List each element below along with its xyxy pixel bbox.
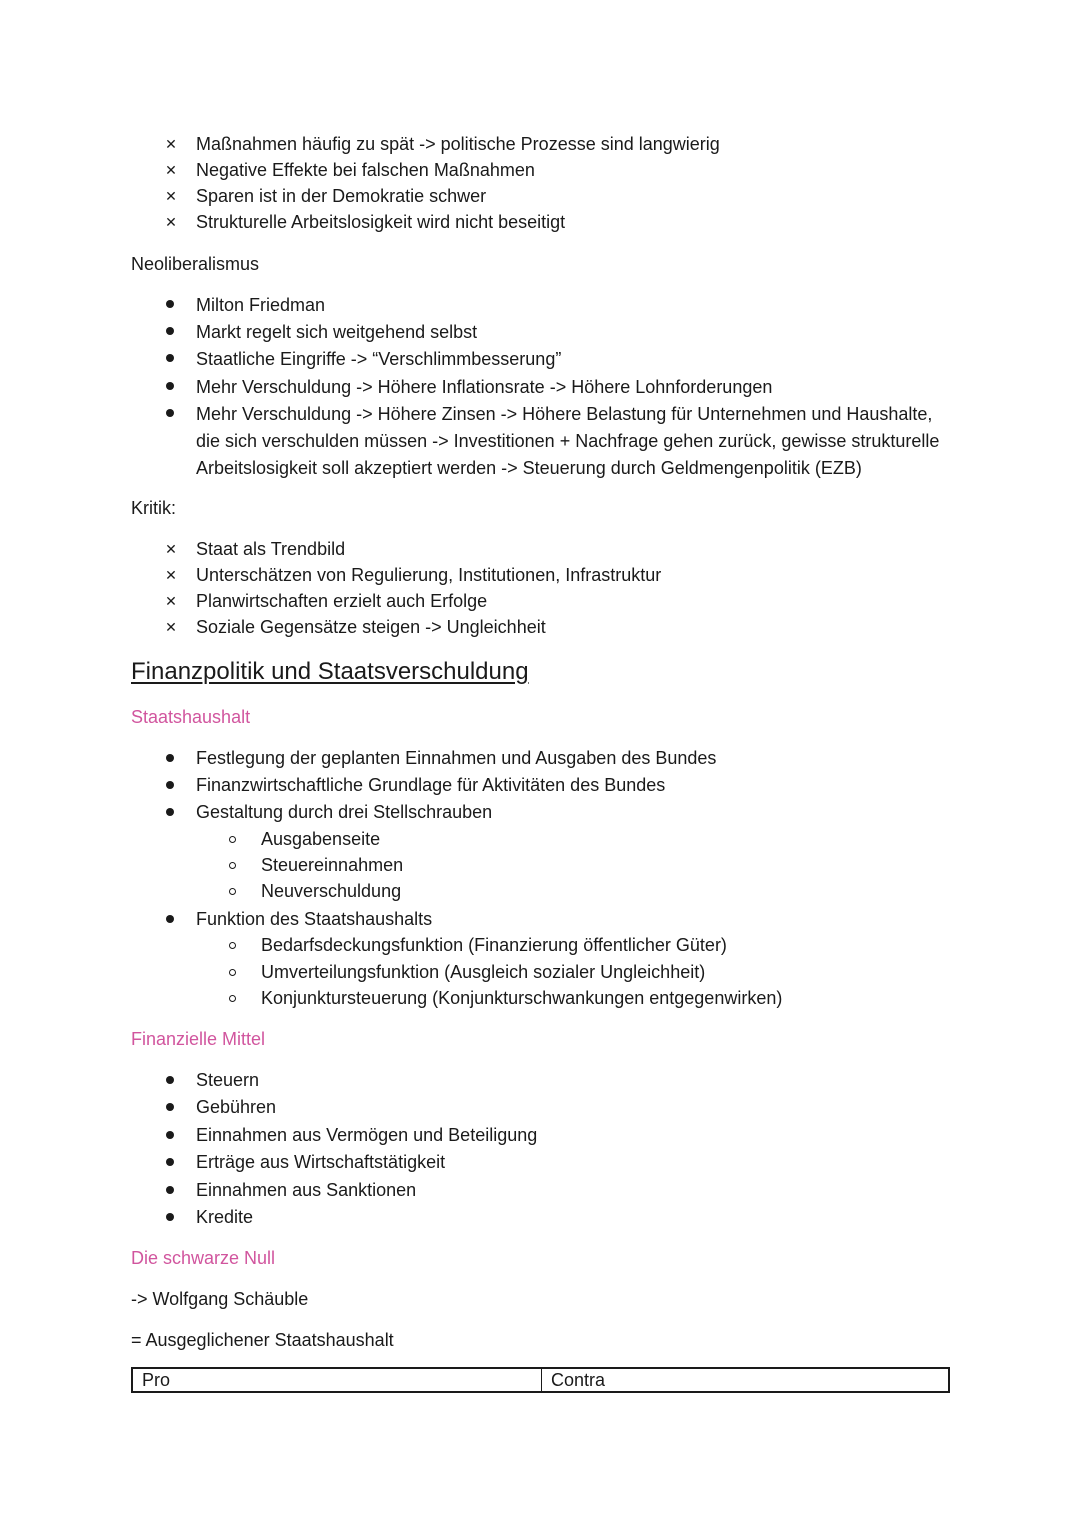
list-item: Gebühren — [196, 1097, 277, 1117]
list-item: Finanzwirtschaftliche Grundlage für Aktivitäten des Bundes — [196, 775, 666, 795]
section-title-kritik: Kritik: — [131, 498, 176, 518]
bullet-icon — [166, 1158, 174, 1166]
cross-icon: ✕ — [165, 567, 177, 583]
circle-bullet-icon — [229, 836, 236, 843]
circle-bullet-icon — [229, 942, 236, 949]
list-item: Milton Friedman — [196, 295, 326, 315]
list-item: Erträge aus Wirtschaftstätigkeit — [196, 1152, 446, 1172]
bullet-icon — [166, 327, 174, 335]
section-title-neoliberalismus: Neoliberalismus — [131, 254, 260, 274]
bullet-icon — [166, 1131, 174, 1139]
text-line: -> Wolfgang Schäuble — [131, 1289, 309, 1309]
list-item: Sparen ist in der Demokratie schwer — [196, 186, 487, 206]
circle-bullet-icon — [229, 888, 236, 895]
list-item: Steuern — [196, 1070, 260, 1090]
sub-list-item: Ausgabenseite — [261, 829, 381, 849]
sub-list-item: Umverteilungsfunktion (Ausgleich sozialer Ungleichheit) — [261, 962, 706, 982]
bullet-icon — [166, 754, 174, 762]
bullet-icon — [166, 300, 174, 308]
list-item-line: Mehr Verschuldung -> Höhere Zinsen -> Höhere Belastung für Unternehmen und Haushalte, — [196, 404, 933, 424]
list-item: Markt regelt sich weitgehend selbst — [196, 322, 478, 342]
bullet-icon — [166, 808, 174, 816]
bullet-icon — [166, 915, 174, 923]
cross-icon: ✕ — [165, 214, 177, 230]
list-item: Einnahmen aus Sanktionen — [196, 1180, 417, 1200]
bullet-icon — [166, 409, 174, 417]
cross-icon: ✕ — [165, 162, 177, 178]
page-heading: Finanzpolitik und Staatsverschuldung — [131, 658, 529, 685]
list-item: Einnahmen aus Vermögen und Beteiligung — [196, 1125, 538, 1145]
circle-bullet-icon — [229, 969, 236, 976]
list-item: Planwirtschaften erzielt auch Erfolge — [196, 591, 488, 611]
sub-list-item: Steuereinnahmen — [261, 855, 404, 875]
list-item: Maßnahmen häufig zu spät -> politische Prozesse sind langwierig — [196, 134, 720, 154]
list-item: Strukturelle Arbeitslosigkeit wird nicht beseitigt — [196, 212, 566, 232]
list-item: Gestaltung durch drei Stellschrauben — [196, 802, 493, 822]
list-item: Mehr Verschuldung -> Höhere Inflationsrate -> Höhere Lohnforderungen — [196, 377, 773, 397]
list-item: Negative Effekte bei falschen Maßnahmen — [196, 160, 535, 180]
subheading-schwarze-null: Die schwarze Null — [131, 1248, 276, 1268]
list-item: Staat als Trendbild — [196, 539, 346, 559]
table-header-pro: Pro — [133, 1369, 542, 1391]
pro-contra-table — [131, 1367, 950, 1393]
cross-icon: ✕ — [165, 136, 177, 152]
bullet-icon — [166, 1103, 174, 1111]
subheading-finanzielle-mittel: Finanzielle Mittel — [131, 1029, 266, 1049]
bullet-icon — [166, 1186, 174, 1194]
cross-icon: ✕ — [165, 188, 177, 204]
circle-bullet-icon — [229, 862, 236, 869]
circle-bullet-icon — [229, 995, 236, 1002]
text-line: = Ausgeglichener Staatshaushalt — [131, 1330, 394, 1350]
list-item-line: Arbeitslosigkeit soll akzeptiert werden -> Steuerung durch Geldmengenpolitik (EZB) — [196, 458, 862, 478]
cross-icon: ✕ — [165, 593, 177, 609]
list-item-line: die sich verschulden müssen -> Investitionen + Nachfrage gehen zurück, gewisse strukturelle — [196, 431, 940, 451]
subheading-staatshaushalt: Staatshaushalt — [131, 707, 251, 727]
list-item: Funktion des Staatshaushalts — [196, 909, 433, 929]
bullet-icon — [166, 1213, 174, 1221]
list-item: Festlegung der geplanten Einnahmen und Ausgaben des Bundes — [196, 748, 717, 768]
list-item: Soziale Gegensätze steigen -> Ungleichheit — [196, 617, 546, 637]
cross-icon: ✕ — [165, 541, 177, 557]
sub-list-item: Neuverschuldung — [261, 881, 402, 901]
list-item: Unterschätzen von Regulierung, Institutionen, Infrastruktur — [196, 565, 662, 585]
sub-list-item: Konjunktursteuerung (Konjunkturschwankungen entgegenwirken) — [261, 988, 783, 1008]
table-header-contra: Contra — [551, 1370, 606, 1390]
sub-list-item: Bedarfsdeckungsfunktion (Finanzierung öffentlicher Güter) — [261, 935, 727, 955]
bullet-icon — [166, 382, 174, 390]
bullet-icon — [166, 781, 174, 789]
bullet-icon — [166, 354, 174, 362]
bullet-icon — [166, 1076, 174, 1084]
list-item: Staatliche Eingriffe -> “Verschlimmbesserung” — [196, 349, 562, 369]
cross-icon: ✕ — [165, 619, 177, 635]
list-item: Kredite — [196, 1207, 254, 1227]
